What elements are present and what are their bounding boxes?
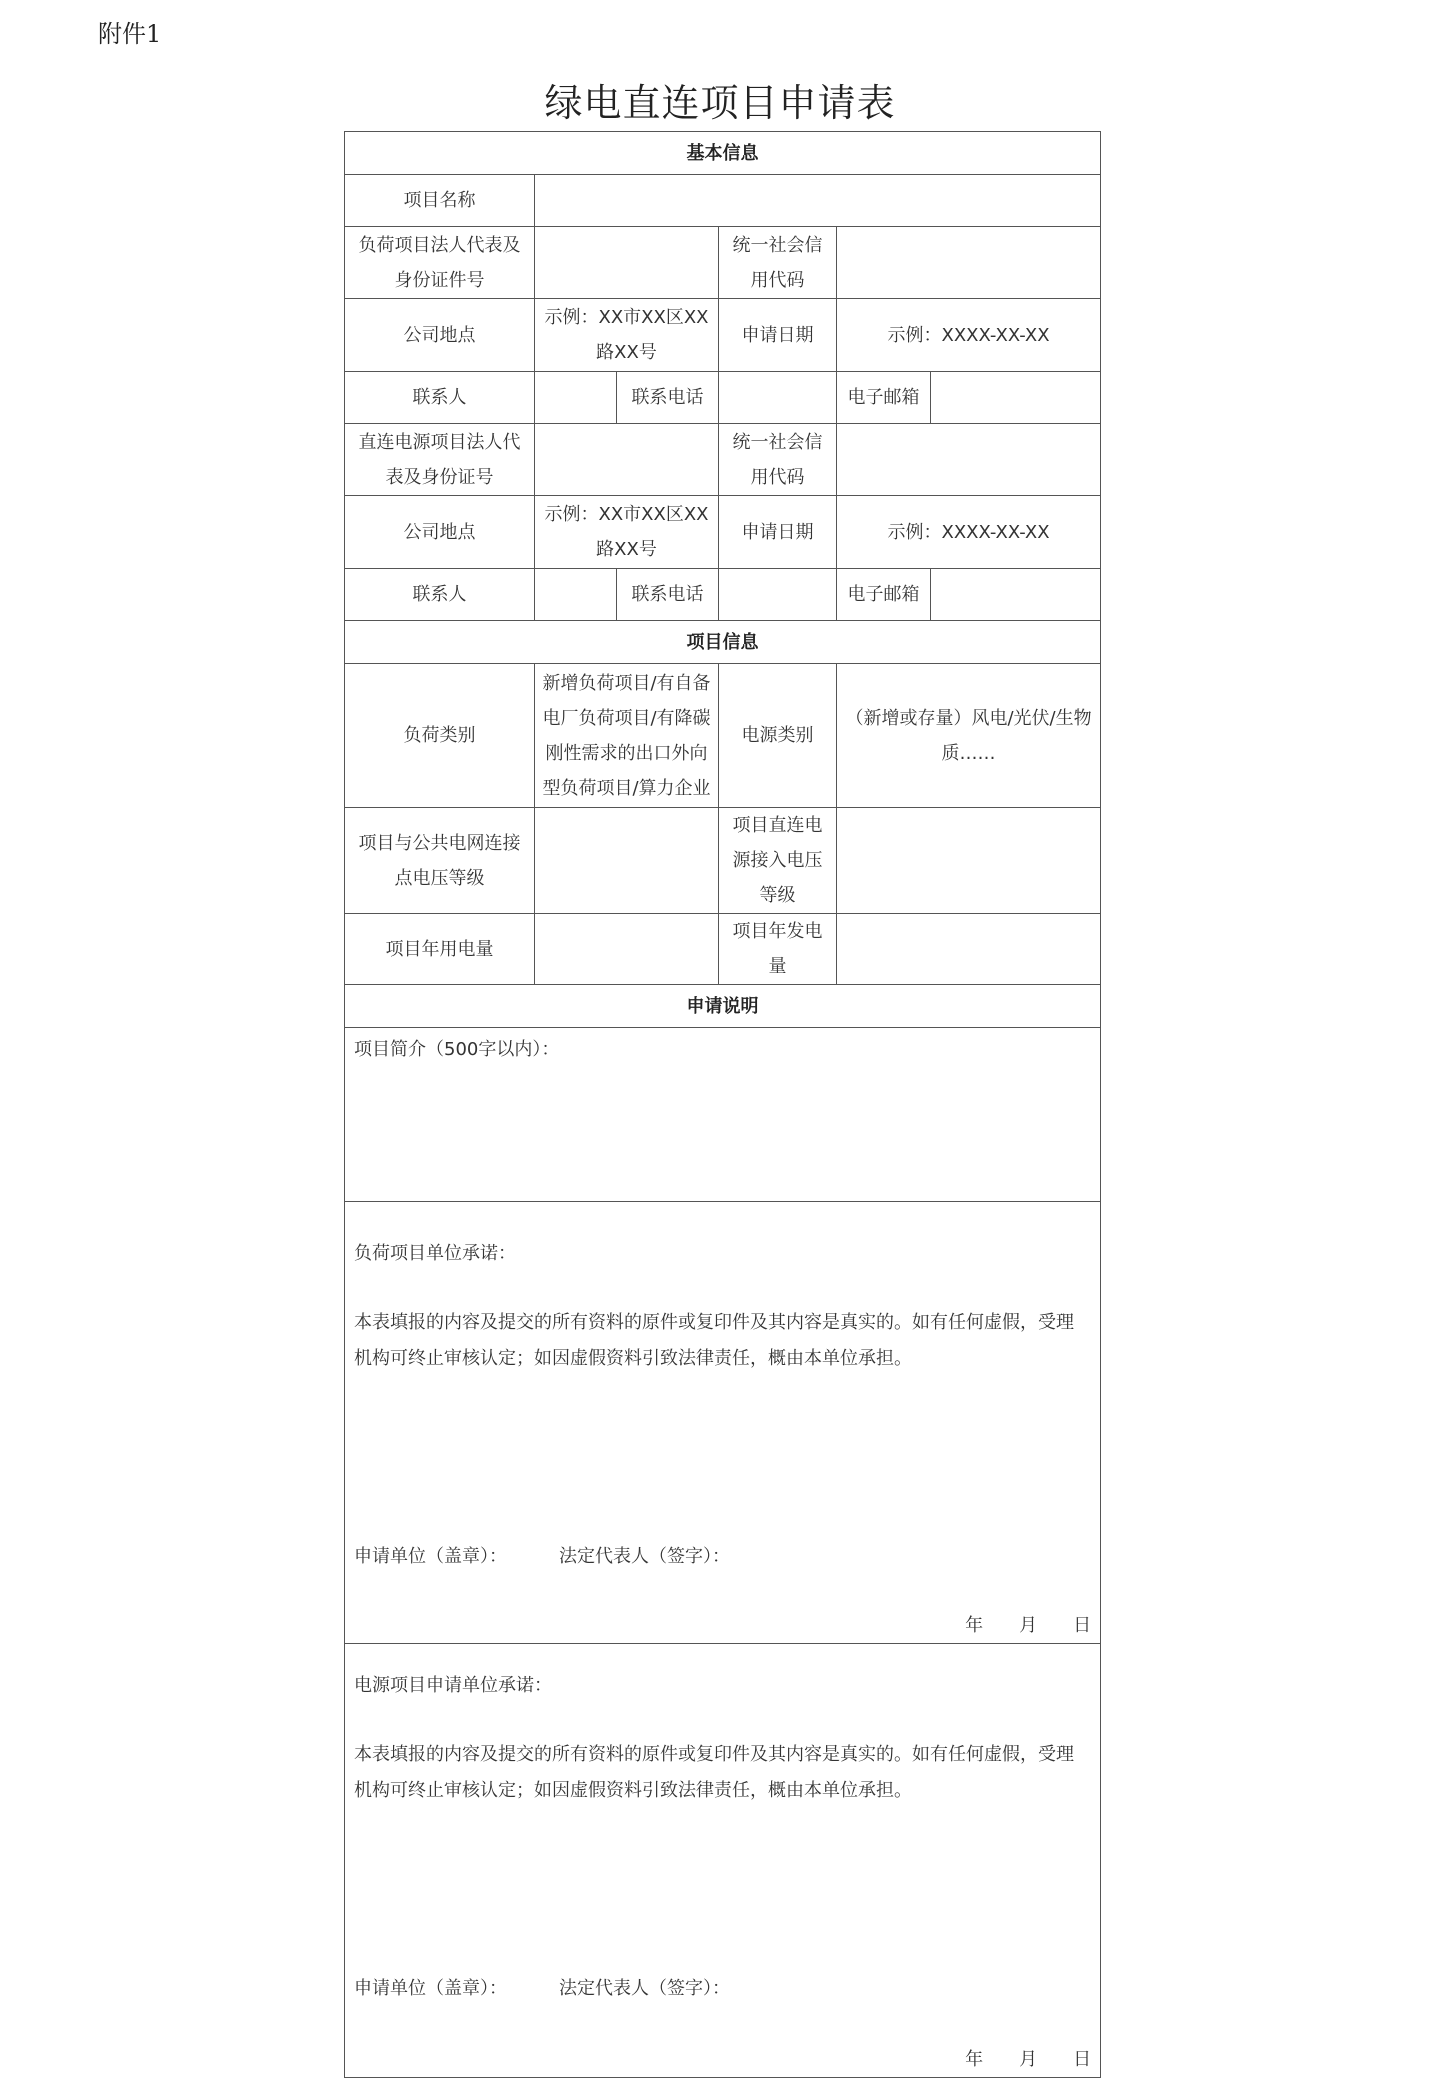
project-intro-label: 项目简介（500字以内）： (354, 1039, 560, 1060)
project-name-field[interactable] (535, 175, 1101, 227)
section-application-header: 申请说明 (345, 985, 1101, 1028)
source-phone-field[interactable] (719, 569, 837, 621)
source-commitment-label: 电源项目申请单位承诺： (354, 1675, 552, 1696)
project-intro-cell[interactable] (345, 1028, 1101, 1202)
load-signature-row (354, 1539, 1091, 1574)
page-title: 绿电直连项目申请表 (544, 81, 896, 125)
source-date-row (354, 2042, 1091, 2077)
load-unit-seal-label: 申请单位（盖章）： (354, 1546, 507, 1567)
table-row (345, 424, 1101, 496)
grid-voltage-label: 项目与公共电网连接点电压等级 (345, 808, 535, 914)
table-row (345, 569, 1101, 621)
load-company-address-label: 公司地点 (345, 299, 535, 372)
load-contact-label: 联系人 (345, 372, 535, 424)
load-email-label: 电子邮箱 (837, 372, 931, 424)
source-commitment-text: 本表填报的内容及提交的所有资料的原件或复印件及其内容是真实的。如有任何虚假，受理机构可终止审核认定；如因虚假资料引致法律责任，概由本单位承担。 (354, 1744, 1074, 1801)
source-month-label: 月 (1019, 2049, 1038, 2070)
source-type-field[interactable]: （新增或存量）风电/光伏/生物质…… (837, 664, 1101, 808)
load-credit-code-label: 统一社会信用代码 (719, 227, 837, 299)
source-credit-code-label: 统一社会信用代码 (719, 424, 837, 496)
section-project-header: 项目信息 (345, 621, 1101, 664)
load-day-label: 日 (1073, 1615, 1092, 1636)
section-project-row (345, 621, 1101, 664)
load-month-label: 月 (1019, 1615, 1038, 1636)
load-type-field[interactable]: 新增负荷项目/有自备电厂负荷项目/有降碳刚性需求的出口外向型负荷项目/算力企业 (535, 664, 719, 808)
load-date-row (354, 1608, 1091, 1643)
annual-generation-field[interactable] (837, 914, 1101, 985)
load-company-address-field[interactable]: 示例：XX市XX区XX路XX号 (535, 299, 719, 372)
source-apply-date-field[interactable]: 示例：XXXX-XX-XX (837, 496, 1101, 569)
table-row (345, 1202, 1101, 1644)
table-row (345, 914, 1101, 985)
source-day-label: 日 (1073, 2049, 1092, 2070)
load-commitment-text: 本表填报的内容及提交的所有资料的原件或复印件及其内容是真实的。如有任何虚假，受理机构可终止审核认定；如因虚假资料引致法律责任，概由本单位承担。 (354, 1312, 1074, 1369)
source-legal-rep-field[interactable] (535, 424, 719, 496)
table-row (345, 227, 1101, 299)
table-row (345, 299, 1101, 372)
source-email-field[interactable] (931, 569, 1101, 621)
table-row (345, 175, 1101, 227)
load-apply-date-field[interactable]: 示例：XXXX-XX-XX (837, 299, 1101, 372)
source-company-address-field[interactable]: 示例：XX市XX区XX路XX号 (535, 496, 719, 569)
load-credit-code-field[interactable] (837, 227, 1101, 299)
load-legal-rep-sign-label: 法定代表人（签字）： (559, 1546, 730, 1567)
load-phone-label: 联系电话 (617, 372, 719, 424)
load-year-label: 年 (965, 1615, 984, 1636)
annual-generation-label: 项目年发电量 (719, 914, 837, 985)
load-legal-rep-field[interactable] (535, 227, 719, 299)
source-voltage-field[interactable] (837, 808, 1101, 914)
table-row (345, 664, 1101, 808)
table-row (345, 1028, 1101, 1202)
annual-consumption-field[interactable] (535, 914, 719, 985)
table-row (345, 1644, 1101, 2078)
annual-consumption-label: 项目年用电量 (345, 914, 535, 985)
source-unit-seal-label: 申请单位（盖章）： (354, 1978, 507, 1999)
source-legal-rep-sign-label: 法定代表人（签字）： (559, 1978, 730, 1999)
table-row (345, 496, 1101, 569)
source-email-label: 电子邮箱 (837, 569, 931, 621)
source-company-address-label: 公司地点 (345, 496, 535, 569)
source-voltage-label: 项目直连电源接入电压等级 (719, 808, 837, 914)
load-phone-field[interactable] (719, 372, 837, 424)
project-name-label: 项目名称 (345, 175, 535, 227)
application-form-table (344, 131, 1101, 2078)
source-legal-rep-label: 直连电源项目法人代表及身份证号 (345, 424, 535, 496)
source-apply-date-label: 申请日期 (719, 496, 837, 569)
section-basic-row (345, 132, 1101, 175)
source-contact-label: 联系人 (345, 569, 535, 621)
load-email-field[interactable] (931, 372, 1101, 424)
source-contact-field[interactable] (535, 569, 617, 621)
attachment-label: 附件1 (98, 20, 162, 48)
load-apply-date-label: 申请日期 (719, 299, 837, 372)
table-row (345, 808, 1101, 914)
source-year-label: 年 (965, 2049, 984, 2070)
source-type-label: 电源类别 (719, 664, 837, 808)
load-commitment-cell (345, 1202, 1101, 1644)
source-signature-row (354, 1971, 1091, 2006)
load-legal-rep-label: 负荷项目法人代表及身份证件号 (345, 227, 535, 299)
load-commitment-label: 负荷项目单位承诺： (354, 1243, 516, 1264)
source-commitment-cell (345, 1644, 1101, 2078)
load-type-label: 负荷类别 (345, 664, 535, 808)
source-phone-label: 联系电话 (617, 569, 719, 621)
section-basic-header: 基本信息 (345, 132, 1101, 175)
grid-voltage-field[interactable] (535, 808, 719, 914)
table-row (345, 372, 1101, 424)
section-application-row (345, 985, 1101, 1028)
source-credit-code-field[interactable] (837, 424, 1101, 496)
load-contact-field[interactable] (535, 372, 617, 424)
